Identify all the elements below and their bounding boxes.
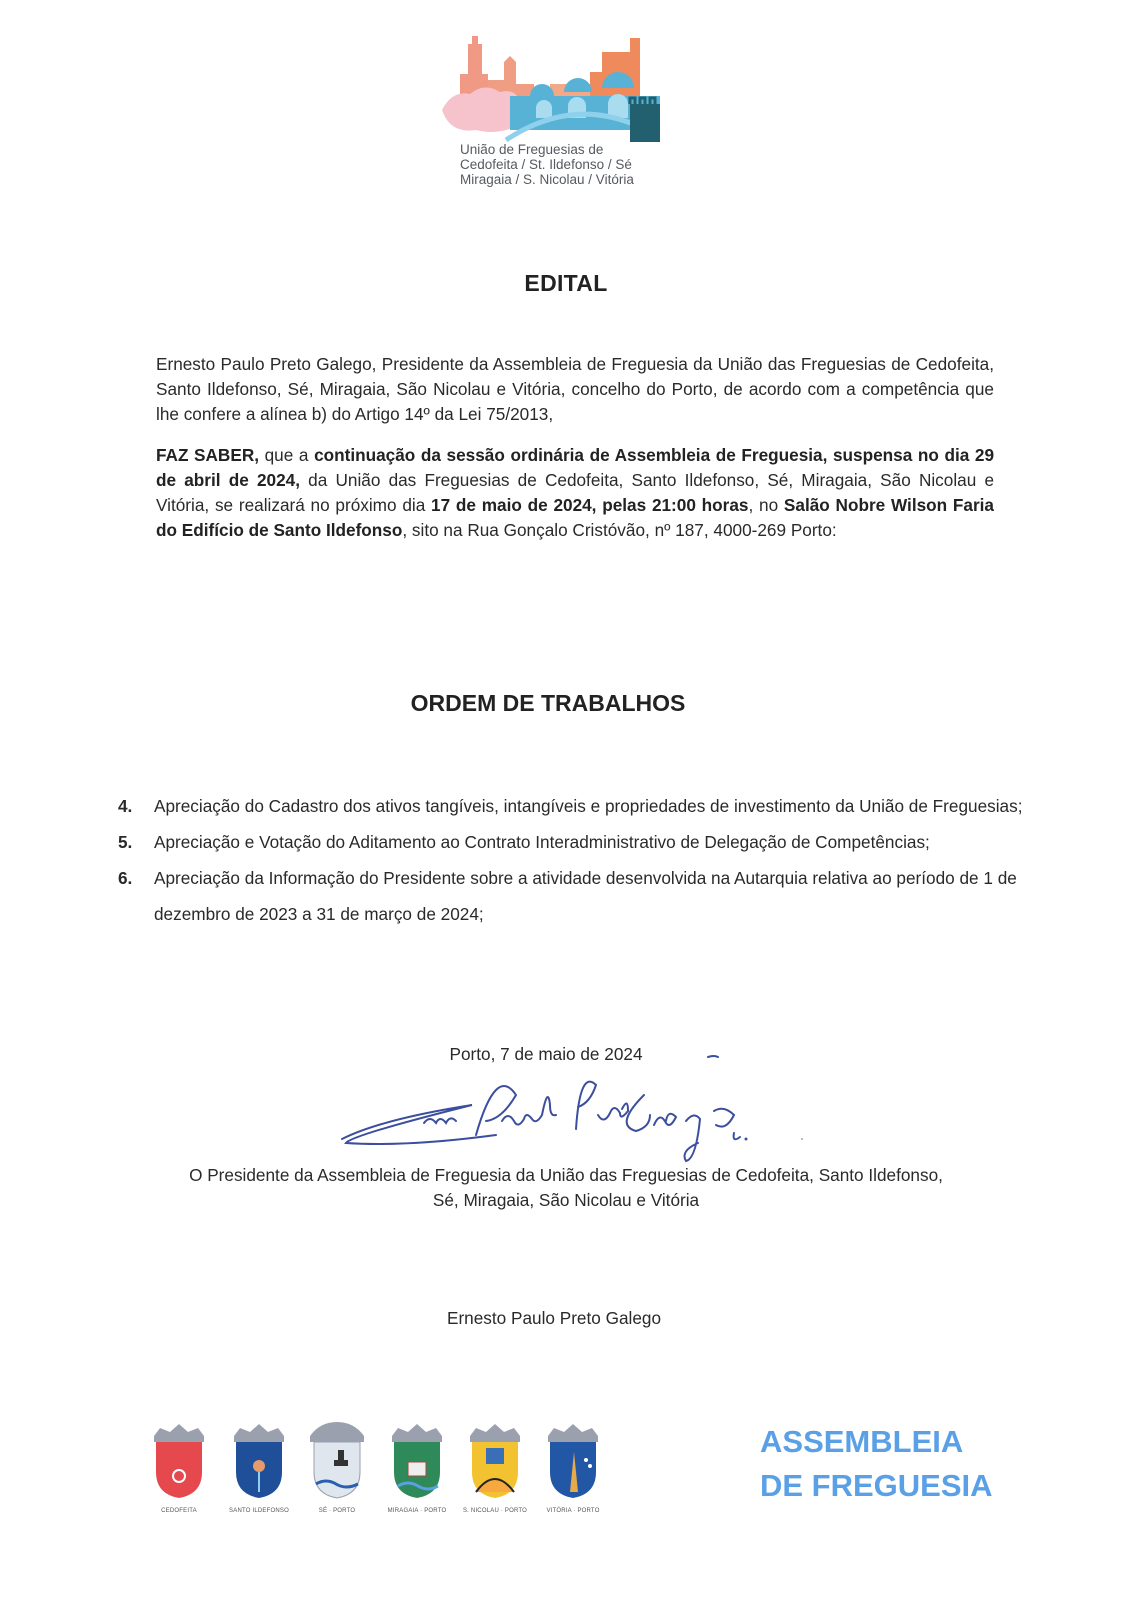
intro-paragraph: Ernesto Paulo Preto Galego, Presidente da Assembleia de Freguesia da União das Freguesias de Cedofeita, Santo Ildefonso, Sé, Miragaia, São Nicolau e Vitória, concelho do Porto, de acordo com a competência que lhe confere a alínea b) do Artigo 14º da Lei 75/2013, bbox=[156, 354, 994, 424]
notice-text: , no bbox=[748, 495, 784, 515]
agenda-list bbox=[116, 788, 1036, 932]
assembleia-de-freguesia-wordmark bbox=[760, 1420, 993, 1508]
place-and-date: Porto, 7 de maio de 2024 bbox=[449, 1044, 643, 1064]
coat-of-arms-label: CEDOFEITA bbox=[161, 1508, 197, 1514]
shield-icon bbox=[462, 1420, 528, 1500]
agenda-item bbox=[116, 824, 1036, 860]
logo-caption-line: Miragaia / S. Nicolau / Vitória bbox=[460, 172, 634, 187]
agenda-item-text: Apreciação da Informação do Presidente sobre a atividade desenvolvida na Autarquia relativa ao período de 1 de dezembro de 2023 a 31 de março de 2024; bbox=[154, 868, 1017, 924]
shield-icon bbox=[304, 1420, 370, 1500]
agenda-item-number: 4. bbox=[118, 796, 133, 816]
faz-saber-text: FAZ SABER, bbox=[156, 445, 260, 465]
coat-of-arms-se bbox=[304, 1420, 370, 1512]
logo-caption-line: Cedofeita / St. Ildefonso / Sé bbox=[460, 157, 632, 172]
shield-icon bbox=[540, 1420, 606, 1500]
meeting-datetime: 17 de maio de 2024, pelas 21:00 horas bbox=[431, 495, 749, 515]
notice-text: que a bbox=[259, 445, 315, 465]
notice-text: da União das Freguesias de Cedofeita, Santo Ildefonso, Sé, Miragaia, São Nicolau e Vitória, se realizará no próximo dia bbox=[156, 470, 995, 515]
logo-caption bbox=[460, 142, 690, 187]
city-skyline-logo-graphic bbox=[440, 14, 670, 142]
coat-of-arms-miragaia bbox=[384, 1420, 450, 1512]
shield-icon bbox=[226, 1420, 292, 1500]
agenda-item bbox=[116, 788, 1036, 824]
coat-of-arms-label: VITÓRIA · PORTO bbox=[546, 1508, 600, 1514]
wordmark-line: DE FREGUESIA bbox=[760, 1468, 993, 1503]
shield-icon bbox=[146, 1420, 212, 1500]
agenda-item-text: Apreciação do Cadastro dos ativos tangíveis, intangíveis e propriedades de investimento da União de Freguesias; bbox=[154, 796, 1023, 816]
agenda-title: ORDEM DE TRABALHOS bbox=[410, 690, 686, 716]
document-title: EDITAL bbox=[524, 270, 608, 296]
logo-caption-line: União de Freguesias de bbox=[460, 142, 604, 157]
meeting-address: , sito na Rua Gonçalo Cristóvão, nº 187, 4000-269 Porto: bbox=[402, 520, 837, 540]
signature-graphic bbox=[336, 1055, 816, 1165]
signer-name: Ernesto Paulo Preto Galego bbox=[446, 1308, 662, 1328]
session-text: continuação da sessão ordinária de Assembleia de Freguesia, suspensa no dia 29 de abril de 2024, bbox=[156, 445, 995, 490]
coats-of-arms-row bbox=[140, 1420, 600, 1520]
union-logo bbox=[440, 14, 670, 194]
coat-of-arms-vitoria bbox=[540, 1420, 606, 1512]
agenda-item-text: Apreciação e Votação do Aditamento ao Contrato Interadministrativo de Delegação de Competências; bbox=[154, 832, 930, 852]
coat-of-arms-label: SANTO ILDEFONSO bbox=[229, 1508, 289, 1514]
agenda-item bbox=[116, 860, 1036, 932]
notice-paragraph bbox=[156, 443, 994, 543]
meeting-venue: Salão Nobre Wilson Faria do Edifício de Santo Ildefonso bbox=[156, 495, 994, 540]
coat-of-arms-sao-nicolau bbox=[462, 1420, 528, 1512]
signer-role: O Presidente da Assembleia de Freguesia da União das Freguesias de Cedofeita, Santo Ildefonso, Sé, Miragaia, São Nicolau e Vitória bbox=[189, 1165, 943, 1210]
coat-of-arms-label: S. NICOLAU · PORTO bbox=[462, 1508, 528, 1514]
coat-of-arms-label: SÉ · PORTO bbox=[318, 1508, 356, 1514]
coat-of-arms-label: MIRAGAIA · PORTO bbox=[387, 1508, 447, 1514]
coat-of-arms-santo-ildefonso bbox=[226, 1420, 292, 1512]
wordmark-line: ASSEMBLEIA bbox=[760, 1424, 964, 1459]
coat-of-arms-cedofeita bbox=[146, 1420, 212, 1512]
shield-icon bbox=[384, 1420, 450, 1500]
agenda-item-number: 5. bbox=[118, 832, 133, 852]
handwritten-signature bbox=[336, 1055, 816, 1165]
agenda-item-number: 6. bbox=[118, 868, 133, 888]
